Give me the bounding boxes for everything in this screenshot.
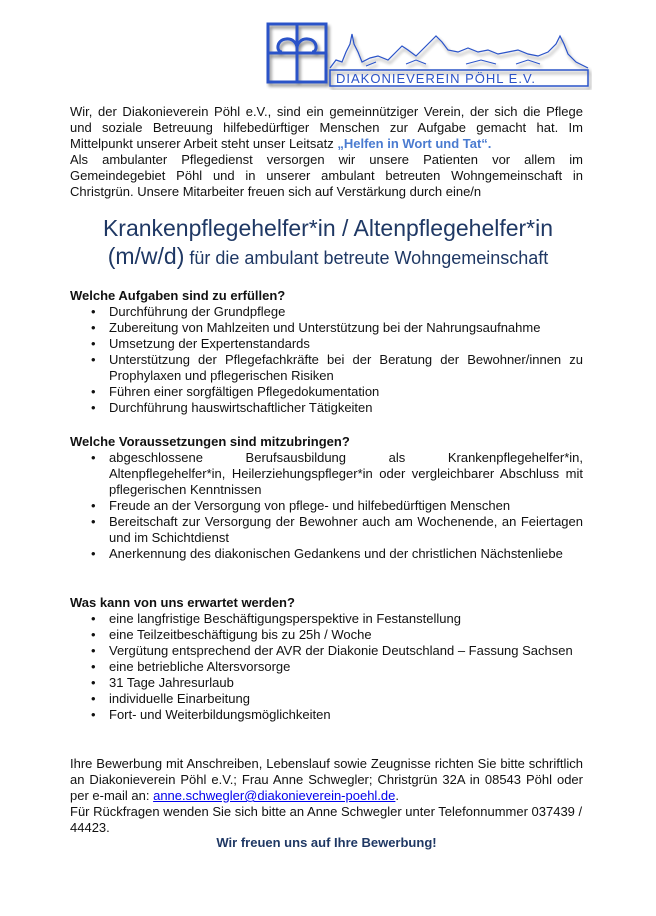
bullet-icon: • xyxy=(91,643,96,658)
list-item xyxy=(70,643,583,659)
list-item xyxy=(70,691,583,707)
list-item-text: abgeschlossene Berufsausbildung als Krankenpflegehelfer*in, Altenpflegehelfer*in, Heilerziehungspfleger*in oder vergleichbarer Abschluss mit pflegerischen Kenntnissen xyxy=(109,450,583,497)
bullet-icon: • xyxy=(91,675,96,690)
application-info xyxy=(70,756,583,836)
bullet-icon: • xyxy=(91,627,96,642)
intro-text xyxy=(70,104,583,200)
bullet-icon: • xyxy=(91,707,96,722)
list-item-text: individuelle Einarbeitung xyxy=(109,691,250,706)
list-item xyxy=(70,707,583,723)
gender-note: (m/w/d) xyxy=(107,243,185,269)
list-item xyxy=(70,336,583,352)
section-requirements xyxy=(70,434,583,562)
section-heading: Welche Voraussetzungen sind mitzubringen? xyxy=(70,434,350,449)
section-heading: Was kann von uns erwartet werden? xyxy=(70,595,295,610)
list-item-text: Bereitschaft zur Versorgung der Bewohner auch am Wochenende, an Feiertagen und im Schichtdienst xyxy=(109,514,583,545)
bullet-icon: • xyxy=(91,320,96,335)
job-title-line-2 xyxy=(60,242,596,272)
bullet-icon: • xyxy=(91,611,96,626)
job-title-line-1: Krankenpflegehelfer*in / Altenpflegehelfer*in xyxy=(102,215,554,241)
contact-paragraph: Für Rückfragen wenden Sie sich bitte an Anne Schwegler unter Telefonnummer 037439 / 44423. xyxy=(70,804,583,835)
job-title xyxy=(60,214,596,272)
bullet-icon: • xyxy=(91,400,96,415)
intro-paragraph-2: Als ambulanter Pflegedienst versorgen wir unsere Patienten vor allem im Gemeindegebiet Pöhl und in unserer ambulant betreuten Wohngemeinschaft in Christgrün. Unsere Mitarbeiter freuen sich auf Verstärkung durch eine/n xyxy=(70,152,583,199)
bullet-icon: • xyxy=(91,498,96,513)
list-item xyxy=(70,659,583,675)
logo xyxy=(266,22,592,90)
bullet-list xyxy=(70,450,583,562)
bullet-icon: • xyxy=(91,450,96,465)
application-text-end: . xyxy=(395,788,400,803)
list-item-text: eine Teilzeitbeschäftigung bis zu 25h / Woche xyxy=(109,627,372,642)
intro-text-part: Wir, der Diakonieverein Pöhl e.V., sind ein gemeinnütziger Verein, der sich die Pflege und soziale Betreuung hilfebedürftiger Menschen zur Aufgabe gemacht hat. Im Mittelpunkt unserer Arbeit steht unser Leitsatz xyxy=(70,104,583,151)
list-item-text: Freude an der Versorgung von pflege- und hilfebedürftigen Menschen xyxy=(109,498,511,513)
list-item-text: Führen einer sorgfältigen Pflegedokumentation xyxy=(109,384,380,399)
slogan: „Helfen in Wort und Tat“. xyxy=(337,136,492,151)
bullet-icon: • xyxy=(91,384,96,399)
list-item-text: Durchführung der Grundpflege xyxy=(109,304,286,319)
application-paragraph xyxy=(70,756,583,804)
list-item xyxy=(70,498,583,514)
bullet-icon: • xyxy=(91,336,96,351)
bullet-icon: • xyxy=(91,546,96,561)
list-item-text: eine langfristige Beschäftigungsperspektive in Festanstellung xyxy=(109,611,461,626)
list-item-text: eine betriebliche Altersvorsorge xyxy=(109,659,291,674)
bullet-list xyxy=(70,304,583,416)
list-item-text: Anerkennung des diakonischen Gedankens und der christlichen Nächstenliebe xyxy=(109,546,563,561)
section-heading: Welche Aufgaben sind zu erfüllen? xyxy=(70,288,286,303)
list-item xyxy=(70,304,583,320)
list-item xyxy=(70,320,583,336)
list-item xyxy=(70,675,583,691)
section-offer xyxy=(70,595,583,723)
list-item-text: Zubereitung von Mahlzeiten und Unterstützung bei der Nahrungsaufnahme xyxy=(109,320,541,335)
closing-line: Wir freuen uns auf Ihre Bewerbung! xyxy=(216,835,437,850)
list-item xyxy=(70,546,583,562)
list-item-text: Unterstützung der Pflegefachkräfte bei der Beratung der Bewohner/innen zu Prophylaxen und pflegerischen Risiken xyxy=(109,352,583,383)
bullet-list xyxy=(70,611,583,723)
application-text: Ihre Bewerbung mit Anschreiben, Lebenslauf sowie Zeugnisse richten Sie bitte schriftlich an Diakonieverein Pöhl e.V.; Frau Anne Schwegler; Christgrün 32A in 08543 Pöhl oder per e-mail an: xyxy=(70,756,583,803)
bullet-icon: • xyxy=(91,691,96,706)
bullet-icon: • xyxy=(91,514,96,529)
bullet-icon: • xyxy=(91,352,96,367)
list-item-text: Durchführung hauswirtschaftlicher Tätigkeiten xyxy=(109,400,373,415)
list-item xyxy=(70,352,583,384)
diakonieverein-logo-icon xyxy=(266,22,592,90)
bullet-icon: • xyxy=(91,304,96,319)
job-title-subtitle: für die ambulant betreute Wohngemeinschaft xyxy=(184,248,549,268)
list-item xyxy=(70,450,583,498)
intro-paragraph-1 xyxy=(70,104,583,152)
list-item-text: Fort- und Weiterbildungsmöglichkeiten xyxy=(109,707,331,722)
list-item xyxy=(70,611,583,627)
list-item xyxy=(70,627,583,643)
list-item-text: Umsetzung der Expertenstandards xyxy=(109,336,310,351)
list-item xyxy=(70,514,583,546)
list-item xyxy=(70,400,583,416)
list-item xyxy=(70,384,583,400)
bullet-icon: • xyxy=(91,659,96,674)
section-tasks xyxy=(70,288,583,416)
list-item-text: Vergütung entsprechend der AVR der Diakonie Deutschland – Fassung Sachsen xyxy=(109,643,573,658)
logo-text: DIAKONIEVEREIN PÖHL E.V. xyxy=(336,71,537,86)
email-link[interactable]: anne.schwegler@diakonieverein-poehl.de xyxy=(153,788,396,803)
list-item-text: 31 Tage Jahresurlaub xyxy=(109,675,234,690)
